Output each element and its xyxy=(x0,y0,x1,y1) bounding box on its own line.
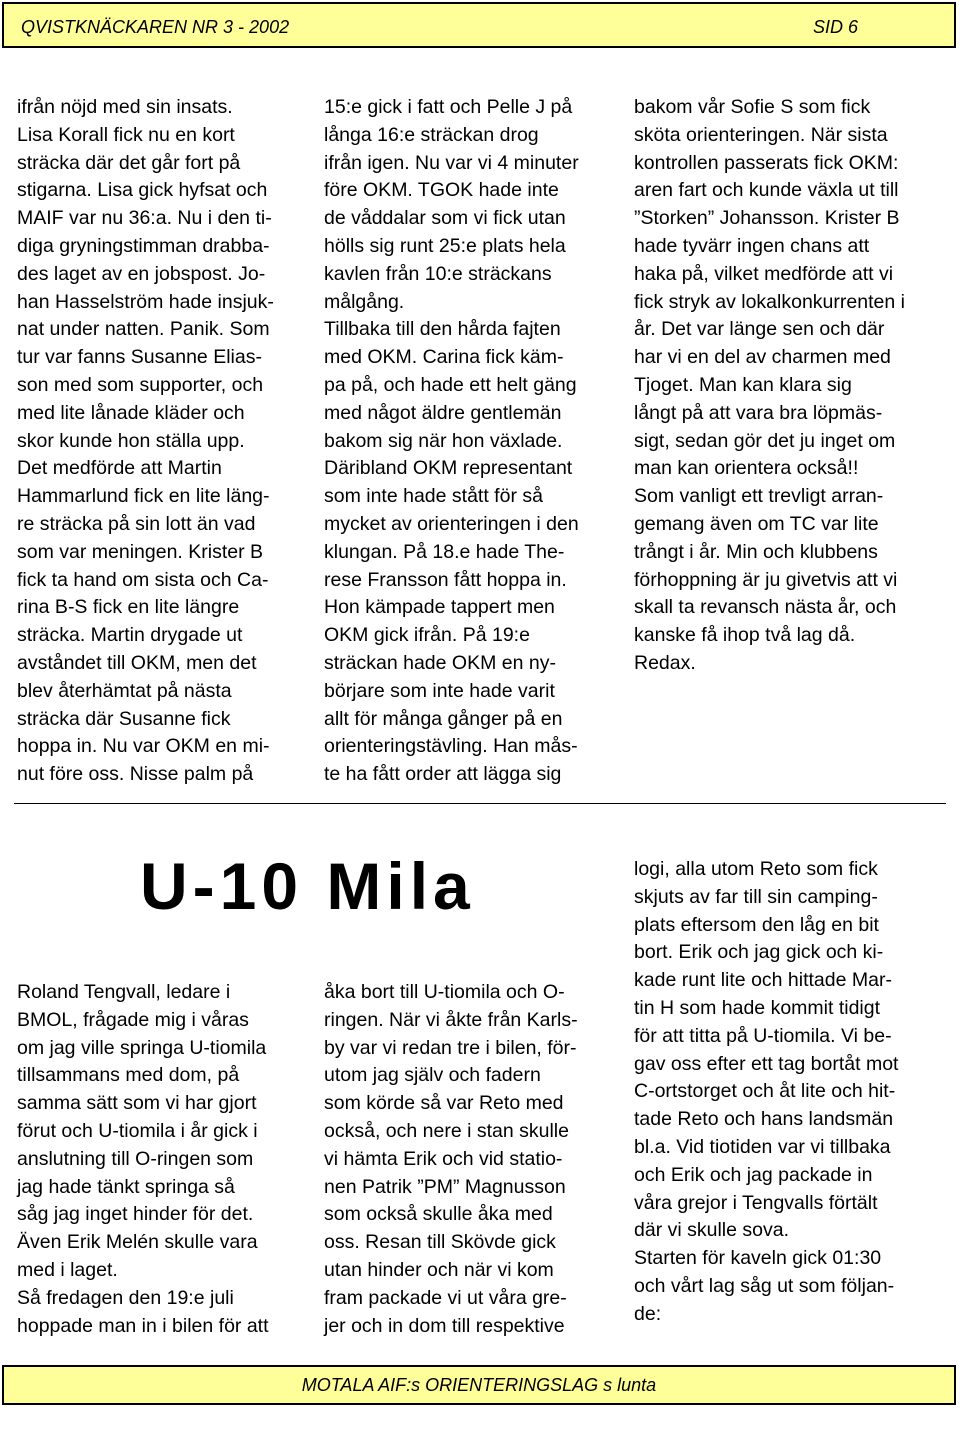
text-line: fick ta hand om sista och Ca- xyxy=(17,568,269,591)
text-line: tade Reto och hans landsmän xyxy=(634,1108,894,1131)
text-line: utom jag själv och fadern xyxy=(324,1064,541,1087)
text-line: Så fredagen den 19:e juli xyxy=(17,1286,234,1309)
text-line: rese Fransson fått hoppa in. xyxy=(324,568,567,591)
page-footer: MOTALA AIF:s ORIENTERINGSLAG s lunta xyxy=(2,1365,956,1405)
text-line: utan hinder och när vi kom xyxy=(324,1258,554,1281)
text-line: son med som supporter, och xyxy=(17,373,264,396)
text-line: sträcka där Susanne fick xyxy=(17,707,231,730)
text-line: des laget av en jobspost. Jo- xyxy=(17,262,266,285)
text-line: vi hämta Erik och vid statio- xyxy=(324,1147,563,1170)
text-line: och vårt lag såg ut som följan- xyxy=(634,1274,895,1297)
text-line: våra grejor i Tengvalls förtält xyxy=(634,1191,878,1214)
text-line: stigarna. Lisa gick hyfsat och xyxy=(17,179,268,202)
text-line: C-ortstorget och åt lite och hit- xyxy=(634,1080,896,1103)
text-line: diga gryningstimman drabba- xyxy=(17,234,270,257)
page-number: SID 6 xyxy=(812,17,858,37)
text-line: 15:e gick i fatt och Pelle J på xyxy=(324,96,573,118)
text-line: förhoppning är ju givetvis att vi xyxy=(634,568,898,591)
text-line: målgång. xyxy=(324,290,405,313)
text-line: Tillbaka till den hårda fajten xyxy=(324,318,561,341)
text-line: by var vi redan tre i bilen, för- xyxy=(324,1036,577,1059)
text-line: oss. Resan till Skövde gick xyxy=(324,1231,556,1254)
bottom-column-3 xyxy=(634,856,898,1329)
text-line: Hon kämpade tappert men xyxy=(324,596,555,619)
text-line: skjuts av far till sin camping- xyxy=(634,885,878,908)
text-line: kavlen från 10:e sträckans xyxy=(324,262,552,285)
text-line: samma sätt som vi har gjort xyxy=(17,1092,257,1115)
text-line: allt för många gånger på en xyxy=(324,707,563,730)
text-line: BMOL, frågade mig i våras xyxy=(17,1008,249,1031)
text-line: trångt i år. Min och klubbens xyxy=(634,540,878,563)
text-line: skall ta revansch nästa år, och xyxy=(634,596,897,619)
text-line: ringen. När vi åkte från Karls- xyxy=(324,1008,578,1031)
text-line: Däribland OKM representant xyxy=(324,457,573,480)
section-divider xyxy=(14,803,946,804)
text-line: rina B-S fick en lite längre xyxy=(17,596,240,619)
text-line: förut och U-tiomila i år gick i xyxy=(17,1119,258,1142)
text-line: haka på, vilket medförde att vi xyxy=(634,262,894,285)
page-header xyxy=(2,2,956,48)
bottom-column-2 xyxy=(324,979,578,1340)
text-line: aren fart och kunde växla ut till xyxy=(634,179,899,202)
text-line: bl.a. Vid tiotiden var vi tillbaka xyxy=(634,1135,891,1158)
text-line: man kan orientera också!! xyxy=(634,457,859,480)
text-line: Roland Tengvall, ledare i xyxy=(17,981,231,1003)
text-line: som var meningen. Krister B xyxy=(17,540,264,563)
text-line: sköta orienteringen. När sista xyxy=(634,123,888,146)
text-line: långt på att vara bra löpmäs- xyxy=(634,401,883,424)
text-line: år. Det var länge sen och där xyxy=(634,318,885,341)
text-line: Starten för kaveln gick 01:30 xyxy=(634,1247,882,1270)
text-line: plats eftersom den låg en bit xyxy=(634,913,879,936)
text-line: som inte hade stått för så xyxy=(324,485,543,508)
text-line: kade runt lite och hittade Mar- xyxy=(634,969,892,992)
text-line: Även Erik Melén skulle vara xyxy=(17,1231,258,1254)
text-line: skor kunde hon ställa upp. xyxy=(17,429,245,452)
text-line: långa 16:e sträckan drog xyxy=(324,123,539,146)
text-line: sigt, sedan gör det ju inget om xyxy=(634,429,896,452)
text-line: hoppade man in i bilen för att xyxy=(17,1314,269,1337)
top-column-2 xyxy=(324,94,579,789)
text-line: klungan. På 18.e hade The- xyxy=(324,540,565,563)
text-line: nut före oss. Nisse palm på xyxy=(17,763,254,786)
text-line: gav oss efter ett tag bortåt mot xyxy=(634,1052,899,1075)
publication-title: QVISTKNÄCKAREN NR 3 - 2002 xyxy=(21,17,290,37)
text-line: re sträcka på sin lott än vad xyxy=(17,512,256,535)
text-line: före OKM. TGOK hade inte xyxy=(324,179,559,202)
text-line: de våddalar som vi fick utan xyxy=(324,207,566,230)
text-line: kanske få ihop två lag då. xyxy=(634,624,856,647)
text-line: och Erik och jag packade in xyxy=(634,1163,873,1186)
text-line: OKM gick ifrån. På 19:e xyxy=(324,624,530,647)
bottom-column-1 xyxy=(17,979,269,1340)
text-line: Redax. xyxy=(634,651,696,674)
text-line: med i laget. xyxy=(17,1258,118,1281)
text-line: såg jag inget hinder för det. xyxy=(17,1203,254,1226)
text-line: Som vanligt ett trevligt arran- xyxy=(634,485,884,508)
text-line: Det medförde att Martin xyxy=(17,457,222,480)
text-line: som också skulle åka med xyxy=(324,1203,553,1226)
text-line: Tjoget. Man kan klara sig xyxy=(634,373,852,396)
text-line: tur var fanns Susanne Elias- xyxy=(17,346,262,369)
text-line: ifrån nöjd med sin insats. xyxy=(17,96,233,118)
text-line: med OKM. Carina fick käm- xyxy=(324,346,564,369)
top-column-1 xyxy=(17,94,274,789)
text-line: han Hasselström hade insjuk- xyxy=(17,290,274,313)
text-line: som körde så var Reto med xyxy=(324,1092,564,1115)
text-line: Hammarlund fick en lite läng- xyxy=(17,485,270,508)
article-title: U-10 Mila xyxy=(140,849,475,923)
text-line: orienteringstävling. Han mås- xyxy=(324,735,578,758)
text-line: hoppa in. Nu var OKM en mi- xyxy=(17,735,270,758)
text-line: sträcka där det går fort på xyxy=(17,151,241,174)
text-line: anslutning till O-ringen som xyxy=(17,1147,254,1170)
text-line: med lite lånade kläder och xyxy=(17,401,245,424)
text-line: hölls sig runt 25:e plats hela xyxy=(324,234,566,257)
text-line: om jag ville springa U-tiomila xyxy=(17,1036,267,1059)
text-line: också, och nere i stan skulle xyxy=(324,1119,569,1142)
text-line: tin H som hade kommit tidigt xyxy=(634,996,881,1019)
text-line: fick stryk av lokalkonkurrenten i xyxy=(634,290,905,313)
text-line: nat under natten. Panik. Som xyxy=(17,318,270,341)
text-line: de: xyxy=(634,1302,662,1325)
text-line: jag hade tänkt springa så xyxy=(17,1175,235,1198)
text-line: mycket av orienteringen i den xyxy=(324,512,579,535)
text-line: ifrån igen. Nu var vi 4 minuter xyxy=(324,151,579,174)
text-line: bakom vår Sofie S som fick xyxy=(634,96,871,118)
text-line: pa på, och hade ett helt gäng xyxy=(324,373,577,396)
text-line: tillsammans med dom, på xyxy=(17,1064,240,1087)
text-line: Lisa Korall fick nu en kort xyxy=(17,123,235,146)
top-column-3 xyxy=(634,94,905,678)
text-line: nen Patrik ”PM” Magnusson xyxy=(324,1175,566,1198)
text-line: te ha fått order att lägga sig xyxy=(324,763,562,786)
text-line: där vi skulle sova. xyxy=(634,1219,789,1242)
text-line: bakom sig när hon växlade. xyxy=(324,429,563,452)
text-line: logi, alla utom Reto som fick xyxy=(634,858,878,880)
text-line: avståndet till OKM, men det xyxy=(17,651,257,674)
text-line: gemang även om TC var lite xyxy=(634,512,879,535)
text-line: MAIF var nu 36:a. Nu i den ti- xyxy=(17,207,272,230)
text-line: fram packade vi ut våra gre- xyxy=(324,1286,567,1309)
text-line: hade tyvärr ingen chans att xyxy=(634,234,870,257)
text-line: jer och in dom till respektive xyxy=(324,1314,565,1337)
text-line: sträckan hade OKM en ny- xyxy=(324,651,556,674)
text-line: med något äldre gentlemän xyxy=(324,401,562,424)
text-line: blev återhämtat på nästa xyxy=(17,679,232,702)
text-line: kontrollen passerats fick OKM: xyxy=(634,151,899,174)
text-line: ”Storken” Johansson. Krister B xyxy=(634,207,900,230)
text-line: sträcka. Martin drygade ut xyxy=(17,624,243,647)
text-line: bort. Erik och jag gick och ki- xyxy=(634,941,884,964)
text-line: för att titta på U-tiomila. Vi be- xyxy=(634,1024,892,1047)
text-line: börjare som inte hade varit xyxy=(324,679,555,702)
text-line: åka bort till U-tiomila och O- xyxy=(324,981,565,1003)
text-line: har vi en del av charmen med xyxy=(634,346,891,369)
